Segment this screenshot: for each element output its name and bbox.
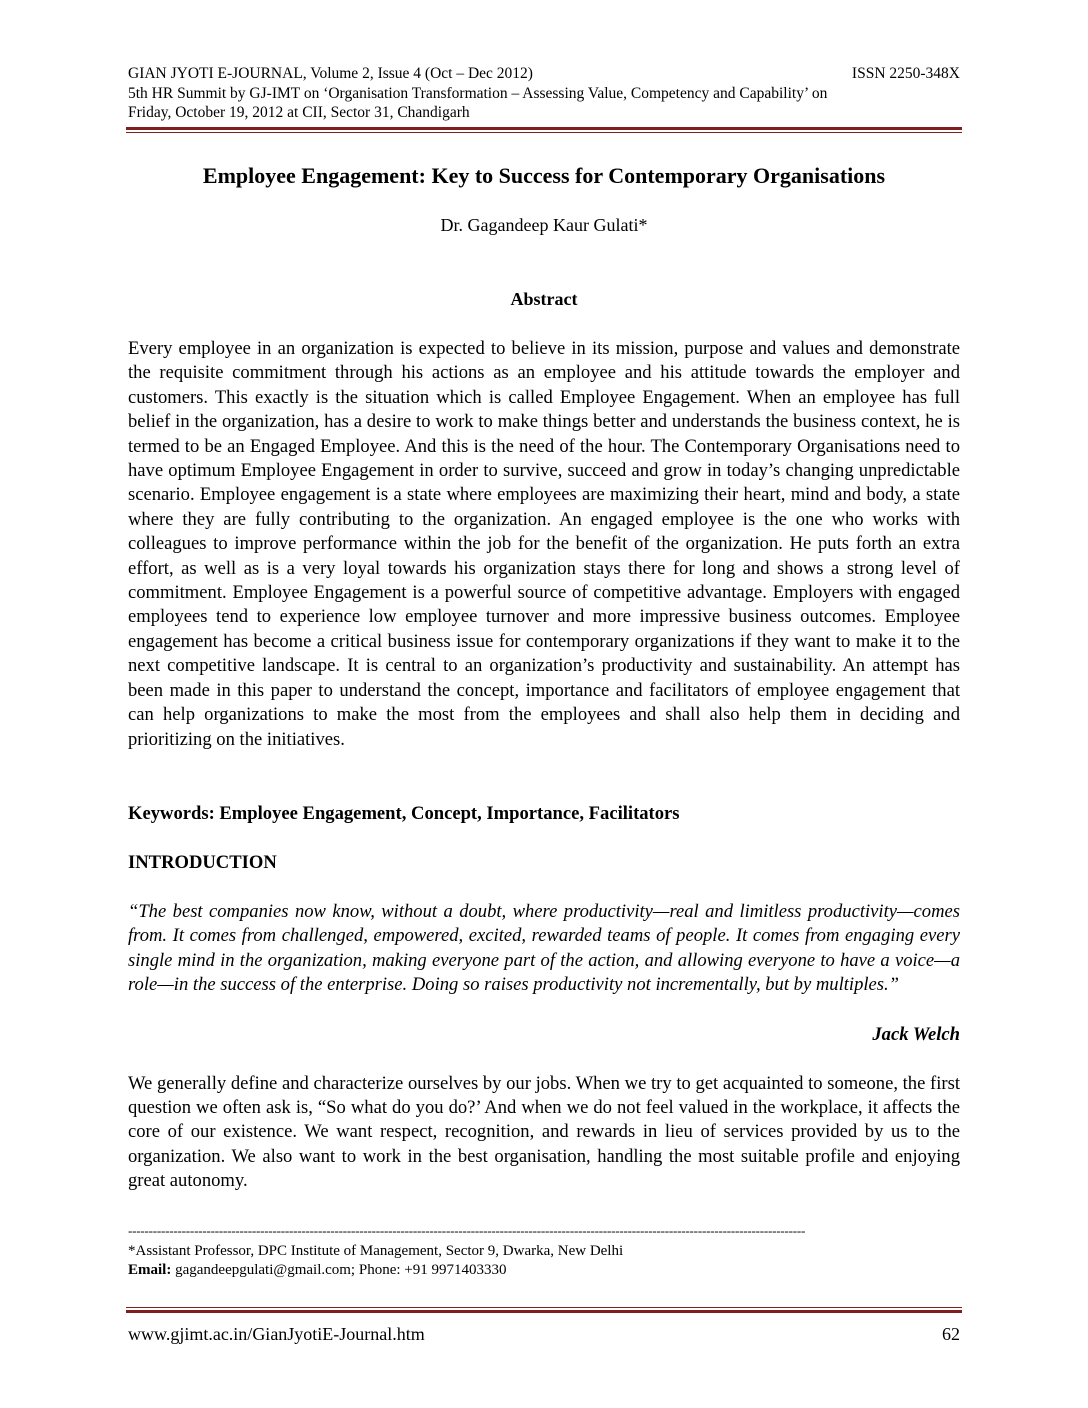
abstract-heading: Abstract bbox=[510, 289, 578, 309]
summit-line-2: Friday, October 19, 2012 at CII, Sector 31, Chandigarh bbox=[128, 104, 470, 121]
author-affiliation: *Assistant Professor, DPC Institute of Management, Sector 9, Dwarka, New Delhi bbox=[128, 1243, 624, 1259]
page-number: 62 bbox=[942, 1324, 960, 1344]
running-header bbox=[128, 64, 960, 123]
email-label: Email: bbox=[128, 1262, 172, 1278]
journal-name: GIAN JYOTI E-JOURNAL, Volume 2, Issue 4 (Oct – Dec 2012) bbox=[128, 65, 533, 82]
issn: ISSN 2250-348X bbox=[851, 65, 960, 82]
journal-info-row bbox=[128, 64, 960, 84]
keywords: Keywords: Employee Engagement, Concept, Importance, Facilitators bbox=[128, 803, 680, 824]
journal-url: www.gjimt.ac.in/GianJyotiE-Journal.htm bbox=[128, 1324, 425, 1344]
footnote bbox=[128, 1242, 960, 1280]
summit-line-1: 5th HR Summit by GJ-IMT on ‘Organisation Transformation – Assessing Value, Competency and Capability’ on bbox=[128, 84, 828, 102]
running-footer bbox=[128, 1322, 960, 1346]
paper-title: Employee Engagement: Key to Success for Contemporary Organisations bbox=[202, 163, 886, 188]
footer-rule bbox=[126, 1307, 962, 1313]
introduction-paragraph: We generally define and characterize ourselves by our jobs. When we try to get acquainted to someone, the first question we often ask is, “So what do you do?’ And when we do not feel valued in the workplace, it affects the core of our existence. We want respect, recognition, and rewards in lieu of services provided by us to the organization. We also want to work in the best organisation, handling the most suitable profile and enjoying great autonomy. bbox=[128, 1073, 960, 1191]
header-rule bbox=[126, 127, 962, 133]
epigraph-quote: “The best companies now know, without a doubt, where productivity—real and limitless productivity—comes from. It comes from challenged, empowered, excited, rewarded teams of people. It comes from engaging every single mind in the organization, making everyone part of the action, and allowing everyone to have a voice—a role—in the success of the enterprise. Doing so raises productivity not incrementally, but by multiples.” bbox=[128, 901, 960, 996]
author-contact bbox=[128, 1261, 960, 1280]
paper-author: Dr. Gagandeep Kaur Gulati* bbox=[440, 215, 648, 235]
quote-attribution: Jack Welch bbox=[872, 1024, 960, 1045]
abstract-text: Every employee in an organization is expected to believe in its mission, purpose and values and demonstrate the requisite commitment through his actions as an employee and his attitude towards the employer and customers. This exactly is the situation which is called Employee Engagement. When an employee has full belief in the organization, has a desire to work to make things better and understands the business context, he is termed to be an Engaged Employee. And this is the need of the hour. The Contemporary Organisations need to have optimum Employee Engagement in order to survive, succeed and grow in today’s changing unpredictable scenario. Employee engagement is a state where employees are maximizing their heart, mind and body, a state where they are fully contributing to the organization. An engaged employee is the one who works with colleagues to improve performance within the job for the benefit of the organization. He puts forth an extra effort, as well as is a very loyal towards his organization stays there for long and shows a strong level of commitment. Employee Engagement is a powerful source of competitive advantage. Employers with engaged employees tend to experience low employee turnover and more impressive business outcomes. Employee engagement has become a critical business issue for contemporary organizations if they want to make it to the next competitive landscape. It is central to an organization’s productivity and sustainability. An attempt has been made in this paper to understand the concept, importance and facilitators of employee engagement that can help organizations to make the most from the employees and shall also help them in deciding and prioritizing on the initiatives. bbox=[128, 338, 960, 750]
footnote-separator: -------------------------------------------------------------------------------------------------------------------------------------------------------------------- bbox=[128, 1225, 806, 1237]
introduction-heading: INTRODUCTION bbox=[128, 852, 277, 873]
contact-details: gagandeepgulati@gmail.com; Phone: +91 9971403330 bbox=[171, 1262, 507, 1278]
